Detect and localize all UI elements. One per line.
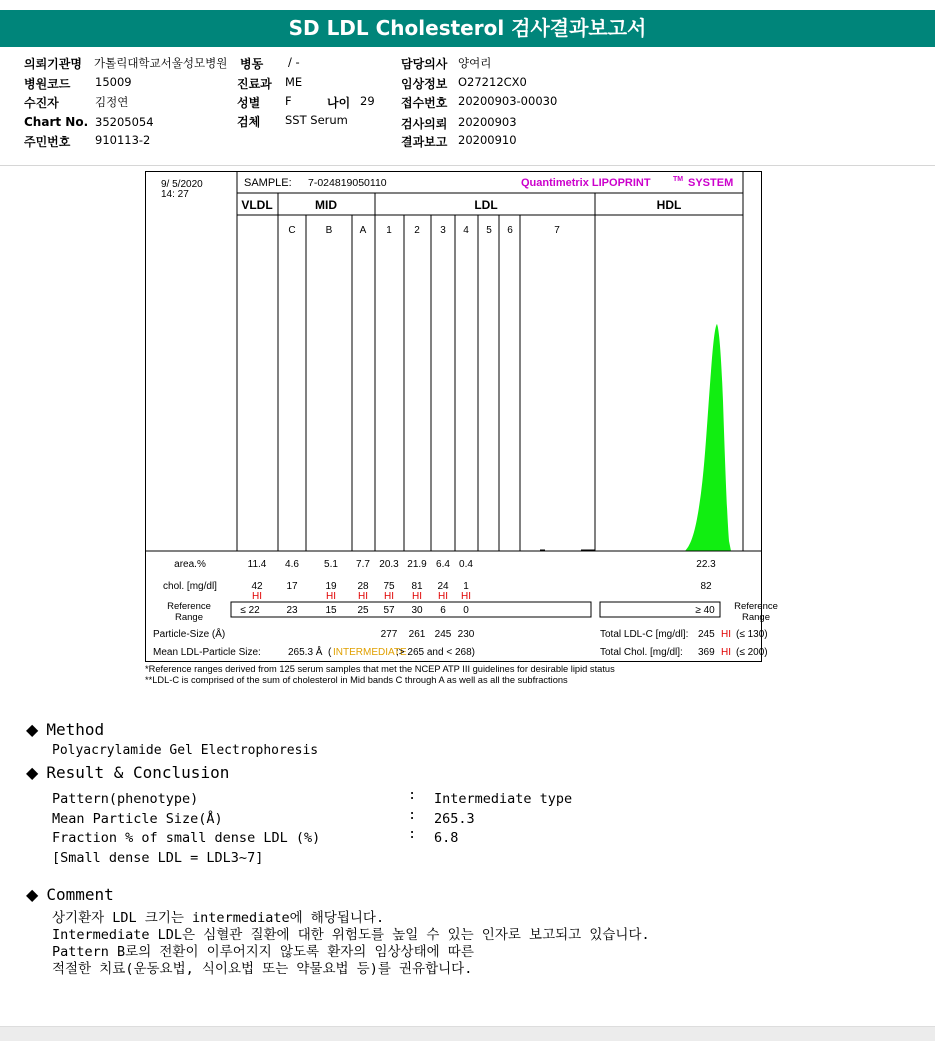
bottom-scroll-area — [0, 1026, 935, 1041]
ref-label-left: Reference Range — [167, 601, 211, 623]
band-label-b: B — [325, 225, 333, 236]
ref-label-right: Reference Range — [734, 601, 778, 623]
total-chol-value: 369 — [698, 647, 715, 658]
footnote-1: *Reference ranges derived from 125 serum samples that met the NCEP ATP III guidelines for desirable lipid status — [145, 664, 615, 674]
area-label: area.% — [174, 559, 206, 570]
value-requesting-institution: 가톨릭대학교서울성모병원 — [94, 56, 228, 70]
chol-label: chol. [mg/dl] — [163, 581, 217, 592]
band-label-1: 1 — [386, 225, 392, 236]
result-value-pattern: Intermediate type — [434, 791, 573, 807]
result-sep-mean-size: : — [408, 807, 417, 823]
label-specimen: 검체 — [237, 115, 261, 129]
total-chol-hi: HI — [721, 647, 731, 658]
sample-id: 7-024819050110 — [308, 177, 387, 189]
area-value-ldl4: 0.4 — [459, 559, 473, 570]
value-hospital-code: 15009 — [95, 75, 132, 89]
hi-flag-ldl1: HI — [384, 591, 394, 602]
comment-line-3: Pattern B로의 전환이 이루어지지 않도록 환자의 임상상태에 따른 — [52, 944, 474, 960]
result-label-fraction: Fraction % of small dense LDL (%) — [52, 830, 321, 846]
total-ldl-ref: (≤ 130) — [736, 629, 768, 640]
label-hospital-code: 병원코드 — [24, 77, 71, 91]
mean-ldl-value: 265.3 Å — [288, 647, 323, 658]
brand-system: SYSTEM — [688, 177, 734, 189]
comment-line-2: Intermediate LDL은 심혈관 질환에 대한 위험도를 높일 수 있는 인자로 보고되고 있습니다. — [52, 927, 650, 943]
brand-tm: TM — [673, 176, 684, 183]
value-age: 29 — [360, 94, 375, 108]
mean-ldl-open-paren: ( — [328, 647, 332, 658]
label-ward: 병동 — [240, 57, 264, 71]
area-value-b: 5.1 — [324, 559, 338, 570]
result-heading-row — [26, 763, 229, 782]
area-value-a: 7.7 — [356, 559, 370, 570]
band-label-5: 5 — [486, 225, 492, 236]
label-chart-no: Chart No. — [24, 115, 89, 129]
area-value-ldl3: 6.4 — [436, 559, 450, 570]
ref-value-ldl1: 57 — [383, 605, 395, 616]
top-margin — [0, 0, 935, 10]
band-label-a: A — [359, 225, 367, 236]
area-value-ldl1: 20.3 — [379, 559, 399, 570]
band-label-c: C — [288, 225, 296, 236]
comment-heading: Comment — [46, 885, 114, 904]
total-ldl-label: Total LDL-C [mg/dl]: — [600, 629, 689, 640]
result-sep-fraction: : — [408, 826, 417, 842]
mean-ldl-range: ;> 265 and < 268) — [396, 647, 475, 658]
mean-ldl-type: INTERMEDIATE — [333, 647, 407, 658]
value-physician: 양여리 — [458, 56, 492, 70]
label-result-report: 결과보고 — [401, 135, 448, 149]
particle-size-ldl4: 230 — [457, 629, 475, 640]
total-ldl-hi: HI — [721, 629, 731, 640]
band-label-6: 6 — [507, 225, 513, 236]
label-department: 진료과 — [237, 77, 272, 91]
value-department: ME — [285, 75, 303, 89]
hi-flag-ldl3: HI — [438, 591, 448, 602]
result-value-mean-size: 265.3 — [434, 811, 475, 827]
ref-value-ldl3: 6 — [440, 605, 446, 616]
label-test-request: 검사의뢰 — [401, 117, 448, 131]
ref-value-ldl4: 0 — [463, 605, 469, 616]
value-receipt-number: 20200903-00030 — [458, 94, 558, 108]
group-mid: MID — [315, 198, 337, 212]
band-label-7: 7 — [554, 225, 560, 236]
chol-value-b: 19 — [325, 581, 337, 592]
value-ward: / - — [288, 55, 300, 69]
chol-value-ldl1: 75 — [383, 581, 395, 592]
result-sep-pattern: : — [408, 787, 417, 803]
comment-line-4: 적절한 치료(운동요법, 식이요법 또는 약물요법 등)를 권유합니다. — [52, 961, 473, 977]
result-note: [Small dense LDL = LDL3~7] — [52, 850, 264, 866]
report-frame — [146, 172, 762, 662]
total-ldl-value: 245 — [698, 629, 715, 640]
area-value-vldl: 11.4 — [247, 559, 267, 570]
method-text: Polyacrylamide Gel Electrophoresis — [52, 743, 319, 758]
chol-value-vldl: 42 — [251, 581, 263, 592]
result-label-pattern: Pattern(phenotype) — [52, 791, 199, 807]
value-sex: F — [285, 94, 292, 108]
chol-value-ldl3: 24 — [437, 581, 449, 592]
ref-value-vldl: ≤ 22 — [240, 605, 260, 616]
ref-value-b: 15 — [325, 605, 337, 616]
result-value-fraction: 6.8 — [434, 830, 459, 846]
value-patient: 김정연 — [95, 95, 129, 109]
label-sex: 성별 — [237, 96, 261, 110]
value-resident-number: 910113-2 — [95, 133, 151, 147]
band-label-2: 2 — [414, 225, 420, 236]
ref-value-ldl2: 30 — [411, 605, 423, 616]
value-specimen: SST Serum — [285, 113, 348, 127]
report-title: SD LDL Cholesterol 검사결과보고서 — [0, 10, 935, 47]
method-heading-row — [26, 720, 104, 739]
label-requesting-institution: 의뢰기관명 — [24, 57, 82, 71]
chol-value-hdl: 82 — [700, 581, 712, 592]
area-value-c: 4.6 — [285, 559, 299, 570]
hi-flag-b: HI — [326, 591, 336, 602]
group-vldl: VLDL — [241, 198, 273, 212]
label-resident-number: 주민번호 — [24, 135, 71, 149]
band-label-3: 3 — [440, 225, 446, 236]
label-clinical-info: 임상정보 — [401, 77, 448, 91]
lipoprint-figure — [145, 171, 778, 693]
comment-line-1: 상기환자 LDL 크기는 intermediate에 해당됩니다. — [52, 910, 385, 926]
patient-info-header — [0, 47, 935, 166]
method-heading: Method — [46, 720, 105, 739]
diamond-bullet-icon: ◆ — [26, 720, 39, 739]
value-clinical-info: O27212CX0 — [458, 75, 527, 89]
label-patient: 수진자 — [24, 96, 59, 110]
band-label-4: 4 — [463, 225, 469, 236]
sample-label: SAMPLE: — [244, 177, 292, 189]
hi-flag-ldl4: HI — [461, 591, 471, 602]
report-date: 9/ 5/2020 — [161, 179, 203, 190]
particle-size-ldl1: 277 — [380, 629, 398, 640]
result-heading: Result & Conclusion — [46, 763, 230, 782]
diamond-bullet-icon: ◆ — [26, 885, 39, 904]
report-time: 14: 27 — [161, 189, 189, 200]
particle-size-label: Particle-Size (Å) — [153, 629, 226, 640]
label-receipt-number: 접수번호 — [401, 96, 448, 110]
result-label-mean-size: Mean Particle Size(Å) — [52, 811, 223, 827]
footnote-2: **LDL-C is comprised of the sum of cholesterol in Mid bands C through A as well as all the subfractions — [145, 675, 568, 685]
value-test-request: 20200903 — [458, 115, 517, 129]
group-hdl: HDL — [656, 198, 682, 212]
mean-ldl-label: Mean LDL-Particle Size: — [153, 647, 261, 658]
lipoprint-report — [145, 171, 778, 693]
value-result-report: 20200910 — [458, 133, 517, 147]
group-ldl: LDL — [474, 198, 498, 212]
area-value-hdl: 22.3 — [696, 559, 716, 570]
diamond-bullet-icon: ◆ — [26, 763, 39, 782]
ref-value-hdl: ≥ 40 — [695, 605, 715, 616]
chol-value-a: 28 — [357, 581, 369, 592]
brand-name: Quantimetrix LIPOPRINT — [521, 177, 651, 189]
ref-value-c: 23 — [286, 605, 298, 616]
particle-size-ldl2: 261 — [408, 629, 426, 640]
total-chol-label: Total Chol. [mg/dl]: — [600, 647, 683, 658]
value-chart-no: 35205054 — [95, 115, 154, 129]
particle-size-ldl3: 245 — [434, 629, 452, 640]
comment-heading-row — [26, 885, 114, 904]
label-physician: 담당의사 — [401, 57, 448, 71]
ref-value-a: 25 — [357, 605, 369, 616]
chol-value-ldl2: 81 — [411, 581, 423, 592]
chol-value-ldl4: 1 — [463, 581, 469, 592]
total-chol-ref: (≤ 200) — [736, 647, 768, 658]
hi-flag-a: HI — [358, 591, 368, 602]
area-value-ldl2: 21.9 — [407, 559, 427, 570]
label-age: 나이 — [327, 96, 351, 110]
hi-flag-ldl2: HI — [412, 591, 422, 602]
hi-flag-vldl: HI — [252, 591, 262, 602]
chol-value-c: 17 — [286, 581, 298, 592]
